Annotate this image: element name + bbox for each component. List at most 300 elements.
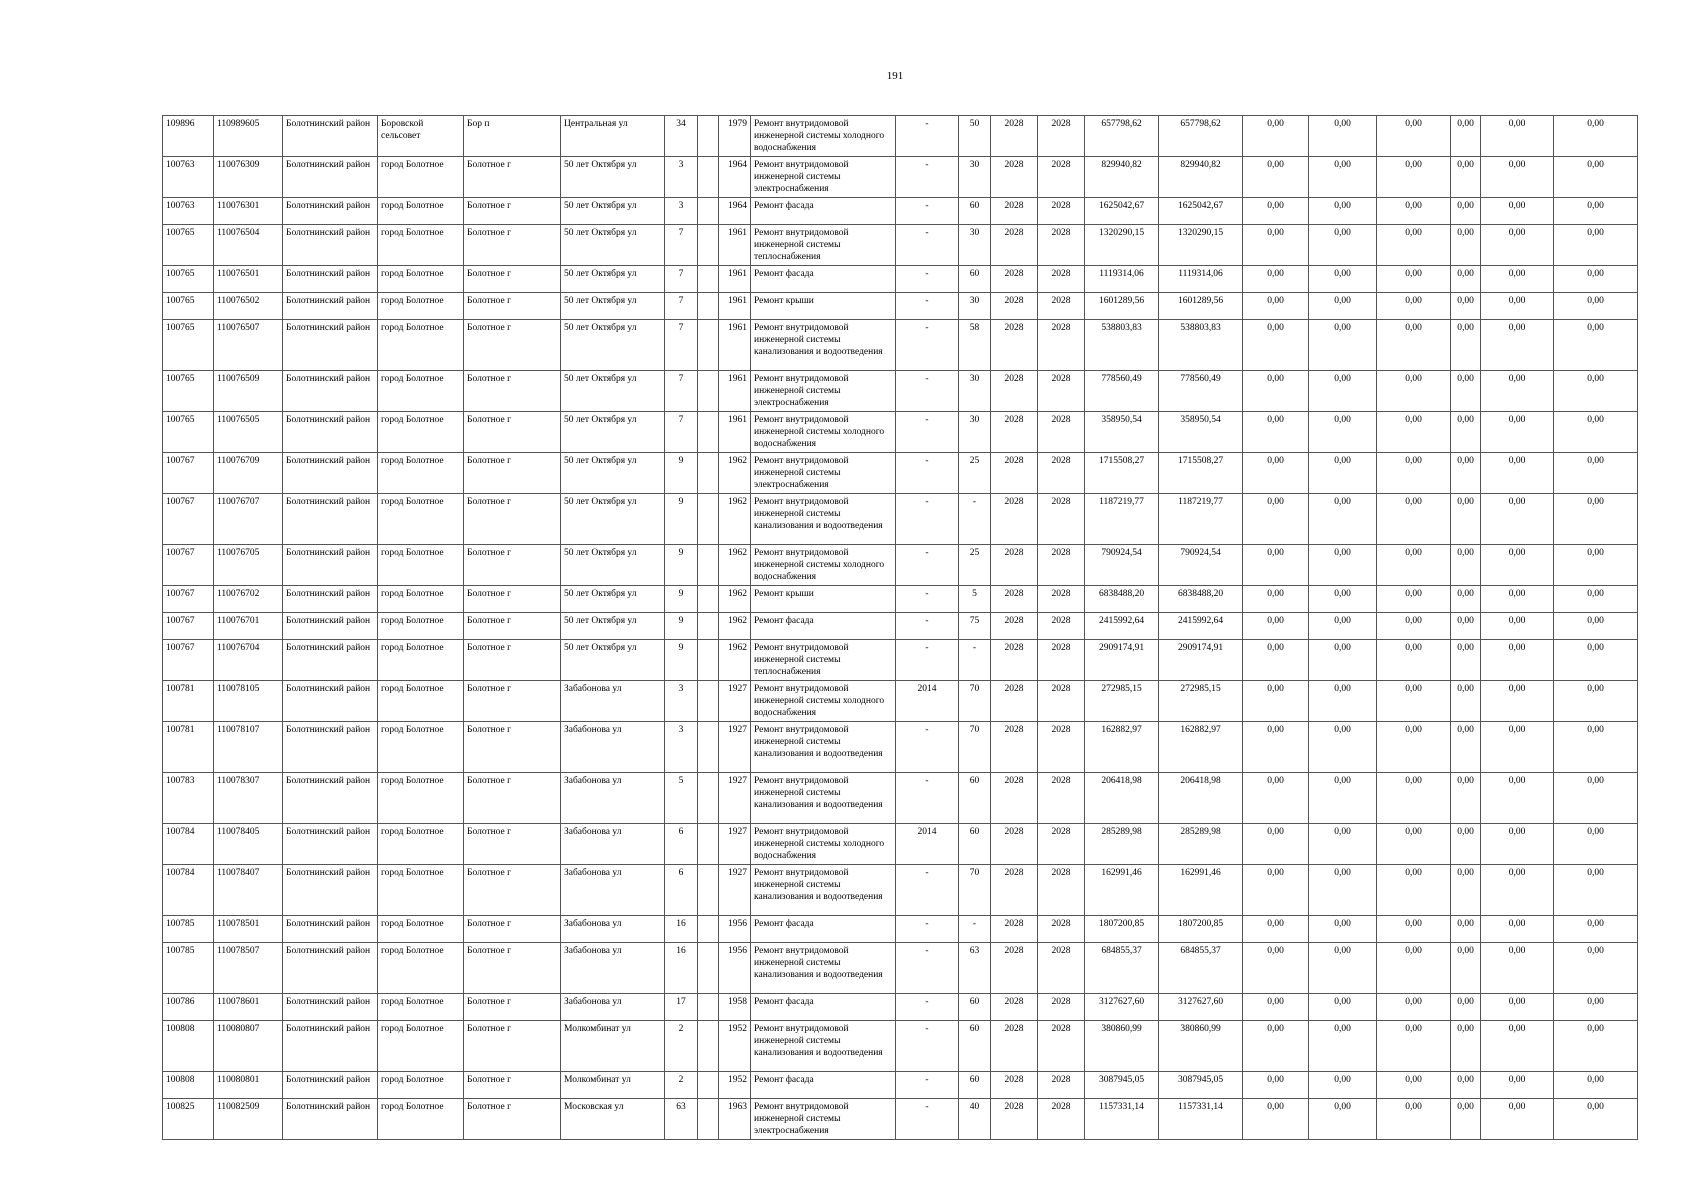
cell-house-number: 9 [665, 545, 698, 586]
cell-wear-percent: 58 [959, 320, 991, 371]
table-row [163, 198, 1638, 225]
cell-wear-percent: 25 [959, 545, 991, 586]
cell-house-number: 7 [665, 266, 698, 293]
cell-amount-1: 0,00 [1243, 773, 1309, 824]
cell-work-id: 110076505 [214, 412, 283, 453]
cell-house-id: 109896 [163, 116, 214, 157]
cell-district: Болотнинский район [283, 545, 378, 586]
cell-amount-5: 0,00 [1481, 494, 1554, 545]
cell-amount-1: 0,00 [1243, 722, 1309, 773]
cell-locality: Болотное г [464, 1072, 561, 1099]
cell-cost-fund: 6838488,20 [1159, 586, 1243, 613]
cell-municipality: город Болотное [378, 613, 464, 640]
cell-amount-2: 0,00 [1309, 453, 1377, 494]
cell-district: Болотнинский район [283, 586, 378, 613]
cell-plan-year-from: 2028 [991, 824, 1038, 865]
cell-amount-1: 0,00 [1243, 640, 1309, 681]
cell-plan-year-from: 2028 [991, 1099, 1038, 1140]
table-row [163, 1021, 1638, 1072]
cell-work-id: 110076501 [214, 266, 283, 293]
cell-plan-year-from: 2028 [991, 1021, 1038, 1072]
cell-work-id: 110076309 [214, 157, 283, 198]
cell-locality: Болотное г [464, 453, 561, 494]
cell-house-id: 100765 [163, 320, 214, 371]
cell-district: Болотнинский район [283, 157, 378, 198]
cell-house-number: 5 [665, 773, 698, 824]
cell-cost-total: 1320290,15 [1085, 225, 1159, 266]
cell-building [698, 943, 719, 994]
cell-build-year: 1962 [719, 640, 751, 681]
cell-house-number: 9 [665, 494, 698, 545]
cell-locality: Болотное г [464, 320, 561, 371]
cell-house-id: 100765 [163, 266, 214, 293]
cell-amount-5: 0,00 [1481, 371, 1554, 412]
cell-building [698, 453, 719, 494]
cell-building [698, 320, 719, 371]
cell-cost-fund: 1320290,15 [1159, 225, 1243, 266]
cell-municipality: город Болотное [378, 157, 464, 198]
cell-house-id: 100825 [163, 1099, 214, 1140]
cell-amount-5: 0,00 [1481, 545, 1554, 586]
table-row [163, 371, 1638, 412]
table-row [163, 157, 1638, 198]
cell-plan-year-to: 2028 [1038, 916, 1085, 943]
cell-amount-2: 0,00 [1309, 943, 1377, 994]
cell-build-year: 1962 [719, 545, 751, 586]
cell-street: Забабонова ул [561, 681, 665, 722]
cell-municipality: город Болотное [378, 1021, 464, 1072]
cell-work-id: 110080801 [214, 1072, 283, 1099]
cell-work-id: 110082509 [214, 1099, 283, 1140]
cell-street: 50 лет Октября ул [561, 266, 665, 293]
cell-cost-fund: 3087945,05 [1159, 1072, 1243, 1099]
cell-build-year: 1962 [719, 586, 751, 613]
cell-amount-3: 0,00 [1377, 773, 1451, 824]
cell-build-year: 1952 [719, 1021, 751, 1072]
cell-amount-4: 0,00 [1451, 494, 1481, 545]
cell-district: Болотнинский район [283, 994, 378, 1021]
cell-amount-5: 0,00 [1481, 865, 1554, 916]
cell-amount-1: 0,00 [1243, 371, 1309, 412]
cell-last-repair-year: - [896, 293, 959, 320]
cell-plan-year-from: 2028 [991, 681, 1038, 722]
cell-building [698, 198, 719, 225]
cell-cost-total: 3087945,05 [1085, 1072, 1159, 1099]
cell-amount-5: 0,00 [1481, 943, 1554, 994]
cell-wear-percent: 60 [959, 1072, 991, 1099]
cell-wear-percent: 5 [959, 586, 991, 613]
cell-amount-1: 0,00 [1243, 681, 1309, 722]
cell-amount-2: 0,00 [1309, 545, 1377, 586]
cell-amount-4: 0,00 [1451, 722, 1481, 773]
cell-cost-total: 778560,49 [1085, 371, 1159, 412]
table-row [163, 943, 1638, 994]
cell-street: 50 лет Октября ул [561, 613, 665, 640]
cell-amount-4: 0,00 [1451, 412, 1481, 453]
cell-cost-fund: 829940,82 [1159, 157, 1243, 198]
cell-house-number: 7 [665, 371, 698, 412]
cell-municipality: город Болотное [378, 198, 464, 225]
cell-street: 50 лет Октября ул [561, 293, 665, 320]
cell-work-id: 110076504 [214, 225, 283, 266]
cell-amount-5: 0,00 [1481, 1072, 1554, 1099]
cell-amount-2: 0,00 [1309, 613, 1377, 640]
cell-plan-year-from: 2028 [991, 773, 1038, 824]
cell-plan-year-to: 2028 [1038, 198, 1085, 225]
cell-wear-percent: - [959, 640, 991, 681]
cell-locality: Болотное г [464, 865, 561, 916]
cell-amount-1: 0,00 [1243, 293, 1309, 320]
cell-house-id: 100785 [163, 916, 214, 943]
cell-house-id: 100765 [163, 225, 214, 266]
cell-amount-3: 0,00 [1377, 613, 1451, 640]
cell-amount-6: 0,00 [1554, 613, 1638, 640]
cell-plan-year-to: 2028 [1038, 824, 1085, 865]
cell-municipality: город Болотное [378, 586, 464, 613]
cell-build-year: 1952 [719, 1072, 751, 1099]
cell-house-number: 3 [665, 681, 698, 722]
cell-work-id: 110076709 [214, 453, 283, 494]
cell-house-number: 9 [665, 640, 698, 681]
cell-district: Болотнинский район [283, 1099, 378, 1140]
cell-cost-fund: 285289,98 [1159, 824, 1243, 865]
cell-work-id: 110076707 [214, 494, 283, 545]
cell-last-repair-year: - [896, 1072, 959, 1099]
cell-municipality: город Болотное [378, 412, 464, 453]
cell-wear-percent: 70 [959, 865, 991, 916]
cell-amount-3: 0,00 [1377, 266, 1451, 293]
cell-work-type: Ремонт внутридомовой инженерной системы электроснабжения [751, 453, 896, 494]
cell-amount-6: 0,00 [1554, 916, 1638, 943]
cell-amount-2: 0,00 [1309, 225, 1377, 266]
cell-cost-fund: 2909174,91 [1159, 640, 1243, 681]
cell-plan-year-from: 2028 [991, 1072, 1038, 1099]
cell-cost-total: 1601289,56 [1085, 293, 1159, 320]
cell-work-id: 110080807 [214, 1021, 283, 1072]
cell-work-type: Ремонт фасада [751, 916, 896, 943]
cell-amount-4: 0,00 [1451, 266, 1481, 293]
cell-build-year: 1961 [719, 266, 751, 293]
cell-house-id: 100767 [163, 545, 214, 586]
cell-amount-6: 0,00 [1554, 116, 1638, 157]
cell-cost-fund: 1807200,85 [1159, 916, 1243, 943]
cell-house-id: 100763 [163, 157, 214, 198]
cell-municipality: город Болотное [378, 824, 464, 865]
cell-house-number: 63 [665, 1099, 698, 1140]
cell-amount-5: 0,00 [1481, 640, 1554, 681]
cell-amount-6: 0,00 [1554, 157, 1638, 198]
cell-amount-2: 0,00 [1309, 916, 1377, 943]
capital-repair-table [162, 115, 1638, 1140]
cell-house-id: 100781 [163, 722, 214, 773]
cell-last-repair-year: - [896, 1021, 959, 1072]
cell-plan-year-to: 2028 [1038, 371, 1085, 412]
cell-cost-total: 1625042,67 [1085, 198, 1159, 225]
cell-build-year: 1961 [719, 293, 751, 320]
cell-build-year: 1961 [719, 412, 751, 453]
cell-amount-6: 0,00 [1554, 824, 1638, 865]
cell-cost-fund: 538803,83 [1159, 320, 1243, 371]
cell-amount-3: 0,00 [1377, 198, 1451, 225]
cell-district: Болотнинский район [283, 198, 378, 225]
cell-plan-year-to: 2028 [1038, 865, 1085, 916]
cell-building [698, 824, 719, 865]
cell-work-id: 110078501 [214, 916, 283, 943]
cell-amount-2: 0,00 [1309, 320, 1377, 371]
cell-building [698, 225, 719, 266]
cell-locality: Бор п [464, 116, 561, 157]
cell-work-type: Ремонт внутридомовой инженерной системы теплоснабжения [751, 225, 896, 266]
cell-street: Забабонова ул [561, 824, 665, 865]
cell-plan-year-to: 2028 [1038, 157, 1085, 198]
cell-plan-year-to: 2028 [1038, 412, 1085, 453]
cell-plan-year-to: 2028 [1038, 722, 1085, 773]
cell-street: 50 лет Октября ул [561, 371, 665, 412]
cell-amount-4: 0,00 [1451, 157, 1481, 198]
cell-work-type: Ремонт внутридомовой инженерной системы холодного водоснабжения [751, 824, 896, 865]
cell-work-id: 110078601 [214, 994, 283, 1021]
table-row [163, 1072, 1638, 1099]
cell-plan-year-from: 2028 [991, 586, 1038, 613]
cell-amount-5: 0,00 [1481, 198, 1554, 225]
cell-plan-year-from: 2028 [991, 320, 1038, 371]
cell-plan-year-from: 2028 [991, 994, 1038, 1021]
cell-locality: Болотное г [464, 266, 561, 293]
cell-amount-6: 0,00 [1554, 225, 1638, 266]
cell-locality: Болотное г [464, 198, 561, 225]
cell-cost-fund: 790924,54 [1159, 545, 1243, 586]
cell-municipality: город Болотное [378, 1099, 464, 1140]
cell-house-id: 100808 [163, 1021, 214, 1072]
cell-amount-4: 0,00 [1451, 916, 1481, 943]
cell-amount-6: 0,00 [1554, 1099, 1638, 1140]
cell-house-id: 100785 [163, 943, 214, 994]
cell-cost-total: 538803,83 [1085, 320, 1159, 371]
cell-street: Забабонова ул [561, 916, 665, 943]
page-number: 191 [886, 70, 904, 82]
cell-amount-5: 0,00 [1481, 453, 1554, 494]
cell-municipality: город Болотное [378, 773, 464, 824]
cell-build-year: 1956 [719, 916, 751, 943]
cell-amount-6: 0,00 [1554, 640, 1638, 681]
cell-amount-1: 0,00 [1243, 225, 1309, 266]
cell-plan-year-to: 2028 [1038, 681, 1085, 722]
cell-work-type: Ремонт фасада [751, 613, 896, 640]
cell-build-year: 1964 [719, 198, 751, 225]
cell-amount-2: 0,00 [1309, 371, 1377, 412]
cell-amount-2: 0,00 [1309, 773, 1377, 824]
cell-amount-3: 0,00 [1377, 293, 1451, 320]
cell-work-type: Ремонт внутридомовой инженерной системы канализования и водоотведения [751, 722, 896, 773]
cell-amount-2: 0,00 [1309, 640, 1377, 681]
cell-amount-1: 0,00 [1243, 157, 1309, 198]
cell-amount-3: 0,00 [1377, 943, 1451, 994]
cell-amount-1: 0,00 [1243, 1099, 1309, 1140]
cell-cost-total: 1807200,85 [1085, 916, 1159, 943]
cell-build-year: 1927 [719, 865, 751, 916]
cell-last-repair-year: 2014 [896, 824, 959, 865]
cell-amount-1: 0,00 [1243, 1072, 1309, 1099]
cell-building [698, 613, 719, 640]
cell-plan-year-to: 2028 [1038, 545, 1085, 586]
cell-street: 50 лет Октября ул [561, 453, 665, 494]
cell-street: Забабонова ул [561, 865, 665, 916]
cell-work-id: 110078405 [214, 824, 283, 865]
cell-house-id: 100767 [163, 453, 214, 494]
cell-work-id: 110076502 [214, 293, 283, 320]
cell-amount-1: 0,00 [1243, 116, 1309, 157]
cell-amount-3: 0,00 [1377, 453, 1451, 494]
cell-plan-year-from: 2028 [991, 865, 1038, 916]
cell-wear-percent: 60 [959, 1021, 991, 1072]
cell-work-id: 110989605 [214, 116, 283, 157]
cell-work-type: Ремонт внутридомовой инженерной системы канализования и водоотведения [751, 494, 896, 545]
cell-build-year: 1961 [719, 225, 751, 266]
cell-street: Забабонова ул [561, 943, 665, 994]
cell-amount-5: 0,00 [1481, 1099, 1554, 1140]
cell-amount-3: 0,00 [1377, 545, 1451, 586]
cell-build-year: 1927 [719, 824, 751, 865]
cell-district: Болотнинский район [283, 1021, 378, 1072]
cell-amount-5: 0,00 [1481, 320, 1554, 371]
cell-cost-total: 3127627,60 [1085, 994, 1159, 1021]
cell-work-type: Ремонт внутридомовой инженерной системы электроснабжения [751, 1099, 896, 1140]
cell-locality: Болотное г [464, 824, 561, 865]
cell-cost-total: 1187219,77 [1085, 494, 1159, 545]
cell-last-repair-year: - [896, 865, 959, 916]
cell-plan-year-to: 2028 [1038, 225, 1085, 266]
cell-plan-year-to: 2028 [1038, 994, 1085, 1021]
cell-amount-2: 0,00 [1309, 681, 1377, 722]
cell-work-type: Ремонт внутридомовой инженерной системы холодного водоснабжения [751, 412, 896, 453]
cell-work-type: Ремонт внутридомовой инженерной системы холодного водоснабжения [751, 681, 896, 722]
cell-municipality: город Болотное [378, 722, 464, 773]
cell-cost-total: 162882,97 [1085, 722, 1159, 773]
cell-build-year: 1964 [719, 157, 751, 198]
cell-work-type: Ремонт внутридомовой инженерной системы канализования и водоотведения [751, 320, 896, 371]
table-row [163, 116, 1638, 157]
cell-plan-year-to: 2028 [1038, 586, 1085, 613]
cell-building [698, 157, 719, 198]
cell-amount-5: 0,00 [1481, 613, 1554, 640]
cell-locality: Болотное г [464, 412, 561, 453]
cell-last-repair-year: - [896, 722, 959, 773]
cell-amount-4: 0,00 [1451, 116, 1481, 157]
cell-amount-3: 0,00 [1377, 916, 1451, 943]
cell-plan-year-from: 2028 [991, 453, 1038, 494]
cell-plan-year-from: 2028 [991, 412, 1038, 453]
cell-plan-year-from: 2028 [991, 371, 1038, 412]
cell-wear-percent: 60 [959, 824, 991, 865]
cell-last-repair-year: - [896, 773, 959, 824]
cell-street: Забабонова ул [561, 773, 665, 824]
cell-amount-5: 0,00 [1481, 681, 1554, 722]
cell-wear-percent: 60 [959, 994, 991, 1021]
cell-work-id: 110078507 [214, 943, 283, 994]
cell-locality: Болотное г [464, 545, 561, 586]
cell-cost-total: 790924,54 [1085, 545, 1159, 586]
cell-house-number: 6 [665, 865, 698, 916]
cell-municipality: город Болотное [378, 545, 464, 586]
cell-house-id: 100765 [163, 293, 214, 320]
cell-amount-2: 0,00 [1309, 494, 1377, 545]
cell-house-id: 100808 [163, 1072, 214, 1099]
cell-house-id: 100767 [163, 494, 214, 545]
cell-wear-percent: - [959, 916, 991, 943]
cell-cost-fund: 1601289,56 [1159, 293, 1243, 320]
cell-locality: Болотное г [464, 722, 561, 773]
cell-amount-6: 0,00 [1554, 1072, 1638, 1099]
cell-amount-4: 0,00 [1451, 943, 1481, 994]
cell-build-year: 1962 [719, 613, 751, 640]
cell-last-repair-year: - [896, 116, 959, 157]
cell-district: Болотнинский район [283, 453, 378, 494]
cell-cost-fund: 380860,99 [1159, 1021, 1243, 1072]
cell-work-id: 110078105 [214, 681, 283, 722]
cell-amount-6: 0,00 [1554, 994, 1638, 1021]
cell-house-id: 100767 [163, 640, 214, 681]
cell-municipality: Боровской сельсовет [378, 116, 464, 157]
cell-plan-year-from: 2028 [991, 266, 1038, 293]
cell-amount-4: 0,00 [1451, 681, 1481, 722]
cell-amount-2: 0,00 [1309, 1021, 1377, 1072]
cell-building [698, 773, 719, 824]
table-row [163, 266, 1638, 293]
cell-amount-3: 0,00 [1377, 994, 1451, 1021]
cell-wear-percent: 75 [959, 613, 991, 640]
cell-amount-5: 0,00 [1481, 916, 1554, 943]
cell-house-number: 16 [665, 943, 698, 994]
cell-work-id: 110078407 [214, 865, 283, 916]
cell-amount-1: 0,00 [1243, 916, 1309, 943]
cell-work-type: Ремонт внутридомовой инженерной системы холодного водоснабжения [751, 545, 896, 586]
table-row [163, 824, 1638, 865]
table-row [163, 640, 1638, 681]
cell-cost-fund: 1625042,67 [1159, 198, 1243, 225]
cell-locality: Болотное г [464, 1099, 561, 1140]
cell-amount-3: 0,00 [1377, 722, 1451, 773]
cell-amount-4: 0,00 [1451, 225, 1481, 266]
cell-district: Болотнинский район [283, 225, 378, 266]
cell-building [698, 545, 719, 586]
cell-municipality: город Болотное [378, 865, 464, 916]
cell-building [698, 1021, 719, 1072]
cell-last-repair-year: - [896, 371, 959, 412]
cell-cost-fund: 1157331,14 [1159, 1099, 1243, 1140]
cell-wear-percent: 30 [959, 225, 991, 266]
cell-last-repair-year: - [896, 157, 959, 198]
cell-amount-6: 0,00 [1554, 1021, 1638, 1072]
cell-locality: Болотное г [464, 773, 561, 824]
cell-amount-4: 0,00 [1451, 320, 1481, 371]
cell-work-type: Ремонт внутридомовой инженерной системы канализования и водоотведения [751, 943, 896, 994]
table-row [163, 293, 1638, 320]
cell-plan-year-to: 2028 [1038, 640, 1085, 681]
cell-plan-year-from: 2028 [991, 613, 1038, 640]
cell-wear-percent: 60 [959, 773, 991, 824]
cell-house-number: 7 [665, 412, 698, 453]
cell-municipality: город Болотное [378, 320, 464, 371]
cell-amount-4: 0,00 [1451, 1021, 1481, 1072]
cell-district: Болотнинский район [283, 613, 378, 640]
cell-build-year: 1962 [719, 453, 751, 494]
cell-work-id: 110076509 [214, 371, 283, 412]
cell-plan-year-to: 2028 [1038, 613, 1085, 640]
cell-amount-3: 0,00 [1377, 681, 1451, 722]
cell-street: Молкомбинат ул [561, 1021, 665, 1072]
cell-amount-6: 0,00 [1554, 586, 1638, 613]
cell-street: 50 лет Октября ул [561, 545, 665, 586]
